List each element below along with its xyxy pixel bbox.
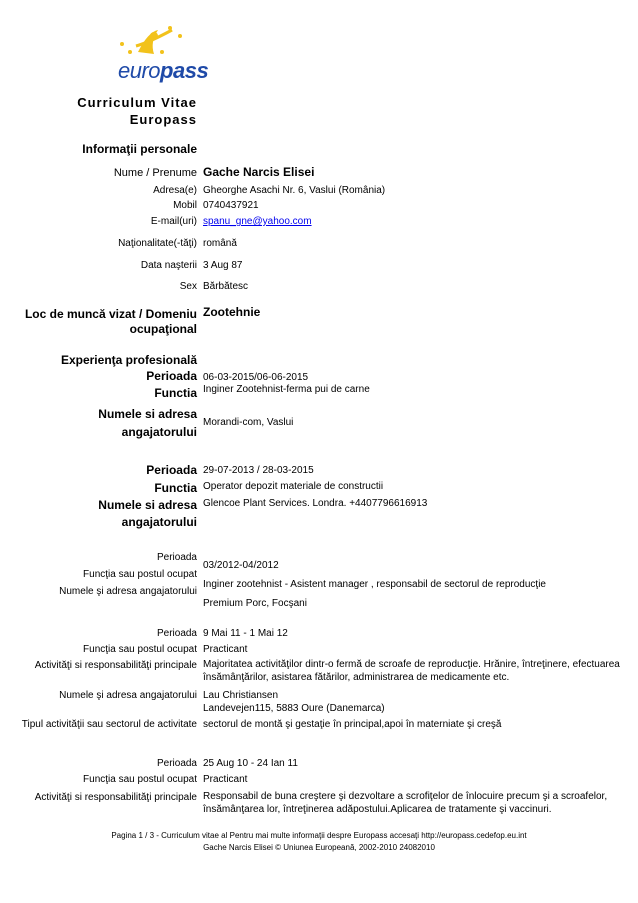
mobile-value: 0740437921 bbox=[203, 200, 259, 211]
desired-job-label-line2: ocupaţional bbox=[129, 322, 197, 336]
name-label: Nume / Prenume bbox=[113, 167, 197, 179]
entry4-period-label: Perioada bbox=[156, 628, 197, 639]
entry2-employer-label-line1: Numele si adresa bbox=[98, 498, 197, 512]
entry5-period-label: Perioada bbox=[156, 758, 197, 769]
desired-job-label-line1: Loc de muncă vizat / Domeniu bbox=[24, 307, 197, 321]
entry4-activities-line1: Majoritatea activităţilor dintr-o fermă de scroafe de reproducţie. Hrănire, întreţinere, efectuarea bbox=[203, 659, 620, 670]
entry2-function-label: Functia bbox=[154, 481, 197, 495]
desired-job-value: Zootehnie bbox=[203, 305, 261, 319]
entry3-period-value: 03/2012-04/2012 bbox=[203, 560, 279, 571]
entry4-function-label: Funcţia sau postul ocupat bbox=[83, 644, 197, 655]
entry5-period-value: 25 Aug 10 - 24 Ian 11 bbox=[203, 758, 298, 769]
entry3-employer-label: Numele şi adresa angajatorului bbox=[59, 586, 197, 597]
entry3-function-value: Inginer zootehnist - Asistent manager , responsabil de sectorul de reproducţie bbox=[203, 579, 546, 590]
entry4-employer-label: Numele şi adresa angajatorului bbox=[59, 690, 197, 701]
sex-value: Bărbătesc bbox=[203, 281, 249, 292]
cv-title-line2: Europass bbox=[129, 112, 197, 127]
email-link[interactable]: spanu_gne@yahoo.com bbox=[203, 216, 312, 227]
address-value: Gheorghe Asachi Nr. 6, Vaslui (România) bbox=[203, 185, 386, 196]
entry1-function-value: Inginer Zootehnist-ferma pui de carne bbox=[203, 384, 370, 395]
entry5-function-value: Practicant bbox=[203, 774, 248, 785]
entry1-employer-label-line2: angajatorului bbox=[121, 425, 197, 439]
mobile-label: Mobil bbox=[173, 200, 197, 211]
birth-date-value: 3 Aug 87 bbox=[203, 260, 243, 271]
sex-label: Sex bbox=[179, 281, 197, 292]
nationality-label: Naţionalitate(-tăţi) bbox=[118, 238, 197, 249]
birth-date-label: Data naşterii bbox=[140, 260, 197, 271]
entry2-employer-label-line2: angajatorului bbox=[121, 515, 197, 529]
europass-wordmark: europass bbox=[118, 58, 209, 83]
entry4-activities-line2: însămânţărilor, asistarea fătărilor, administrarea de medicamente etc. bbox=[203, 672, 510, 683]
entry2-function-value: Operator depozit materiale de constructii bbox=[203, 481, 384, 492]
entry4-employer-line1: Lau Christiansen bbox=[203, 690, 279, 701]
europass-logo bbox=[110, 22, 209, 84]
entry3-employer-value: Premium Porc, Focşani bbox=[203, 598, 307, 609]
entry1-employer-label-line1: Numele si adresa bbox=[98, 407, 197, 421]
entry4-sector-label: Tipul activităţii sau sectorul de activitate bbox=[21, 719, 197, 730]
entry5-activities-line1: Responsabil de buna creştere şi dezvoltare a scrofiţelor de înlocuire precum şi a scroafelor, bbox=[203, 791, 608, 802]
email-label: E-mail(uri) bbox=[150, 216, 197, 227]
entry2-period-value: 29-07-2013 / 28-03-2015 bbox=[203, 465, 314, 476]
address-label: Adresa(e) bbox=[153, 185, 197, 196]
nationality-value: română bbox=[203, 238, 237, 249]
entry2-period-label: Perioada bbox=[146, 463, 197, 477]
personal-info-heading: Informaţii personale bbox=[82, 142, 197, 156]
entry1-period-label: Perioada bbox=[146, 369, 197, 383]
entry5-activities-line2: însămânţarea lor, întreţinerea adăpostului.Aplicarea de tratamente şi vaccinuri. bbox=[203, 804, 552, 815]
entry3-function-label: Funcţia sau postul ocupat bbox=[83, 569, 197, 580]
entry1-period-value: 06-03-2015/06-06-2015 bbox=[203, 372, 309, 383]
name-value: Gache Narcis Elisei bbox=[203, 165, 315, 179]
entry5-activities-label: Activităţi si responsabilităţi principale bbox=[34, 792, 197, 803]
entry5-function-label: Funcţia sau postul ocupat bbox=[83, 774, 197, 785]
entry4-function-value: Practicant bbox=[203, 644, 248, 655]
entry1-employer-value: Morandi-com, Vaslui bbox=[203, 417, 294, 428]
experience-heading: Experienţa profesională bbox=[60, 353, 197, 367]
cv-title-line1: Curriculum Vitae bbox=[77, 95, 197, 110]
entry1-function-label: Functia bbox=[154, 386, 197, 400]
entry3-period-label: Perioada bbox=[156, 552, 197, 563]
entry4-employer-line2: Landevejen115, 5883 Oure (Danemarca) bbox=[203, 703, 385, 714]
entry4-activities-label: Activităţi si responsabilităţi principale bbox=[34, 660, 197, 671]
europass-figure-icon bbox=[110, 22, 200, 62]
entry2-employer-value: Glencoe Plant Services. Londra. +4407796616913 bbox=[203, 498, 428, 509]
footer-line2: Gache Narcis Elisei © Uniunea Europeană, 2002-2010 24082010 bbox=[203, 843, 435, 852]
entry4-sector-value: sectorul de montă şi gestaţie în principal,apoi în materniate şi creşă bbox=[203, 719, 502, 730]
footer-line1: Pagina 1 / 3 - Curriculum vitae al Pentru mai multe informaţii despre Europass accesaţi http://europass.cedefop.eu.int bbox=[111, 831, 527, 840]
entry4-period-value: 9 Mai 11 - 1 Mai 12 bbox=[203, 628, 288, 639]
